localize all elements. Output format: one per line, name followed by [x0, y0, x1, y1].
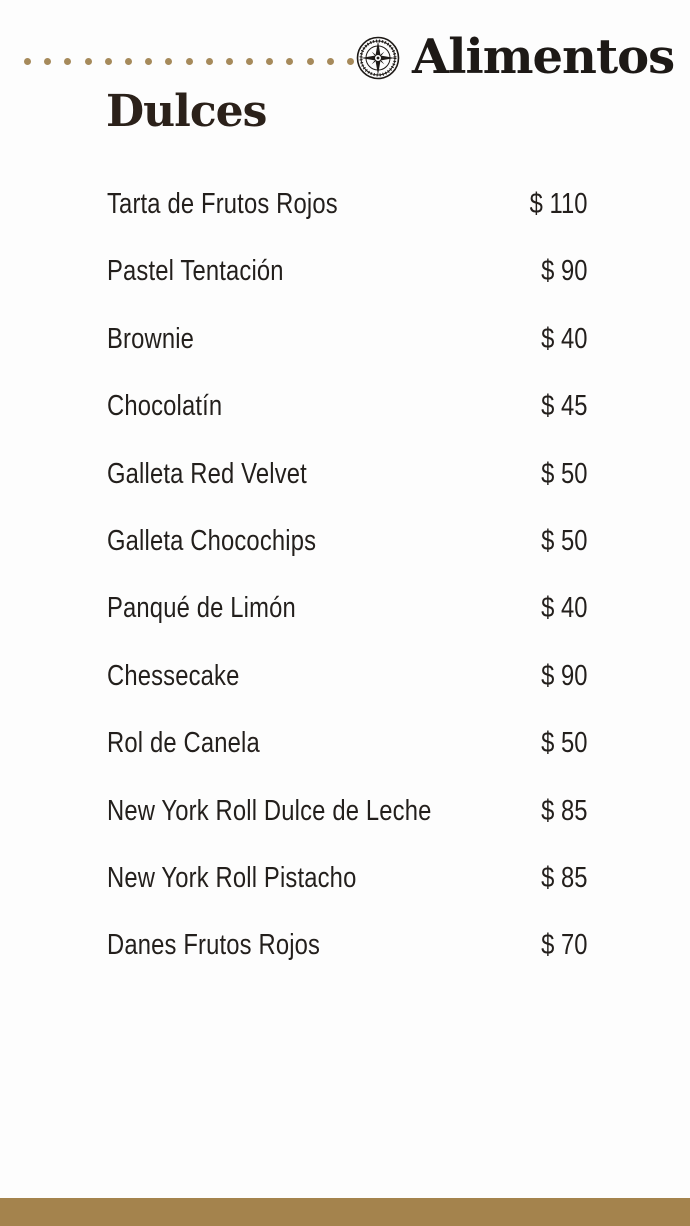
- menu-item: [107, 778, 587, 845]
- divider-dot: [307, 58, 314, 65]
- divider-dot: [64, 58, 71, 65]
- page-title: Alimentos: [412, 29, 675, 85]
- menu-item-price: $ 50: [540, 457, 587, 490]
- menu-item-name: Chessecake: [107, 659, 240, 692]
- menu-item: [107, 710, 587, 777]
- menu-item: [107, 575, 587, 642]
- divider-dot: [226, 58, 233, 65]
- menu-item-name: Panqué de Limón: [107, 592, 296, 625]
- menu-item-name: Chocolatín: [107, 390, 223, 423]
- divider-dot: [105, 58, 112, 65]
- menu-item-name: New York Roll Pistacho: [107, 861, 357, 894]
- menu-item: [107, 441, 587, 508]
- divider-dot: [145, 58, 152, 65]
- divider-dot: [186, 58, 193, 65]
- menu-item-name: Brownie: [107, 322, 195, 355]
- divider-dot: [44, 58, 51, 65]
- divider-dot: [327, 58, 334, 65]
- menu-item-price: $ 85: [540, 861, 587, 894]
- menu-item-price: $ 90: [540, 659, 587, 692]
- menu-item: [107, 845, 587, 912]
- menu-item-name: Pastel Tentación: [107, 255, 284, 288]
- divider-dot: [125, 58, 132, 65]
- menu-item-price: $ 50: [540, 727, 587, 760]
- menu-item-price: $ 40: [540, 592, 587, 625]
- menu-item-name: Danes Frutos Rojos: [107, 929, 321, 962]
- menu-item-name: Galleta Chocochips: [107, 524, 317, 557]
- menu-item-name: Galleta Red Velvet: [107, 457, 307, 490]
- divider-dot: [286, 58, 293, 65]
- menu-item-price: $ 85: [540, 794, 587, 827]
- divider-dot: [165, 58, 172, 65]
- menu-item: [107, 171, 587, 238]
- footer-band: [0, 1198, 690, 1226]
- dotted-divider: [24, 54, 354, 68]
- menu-item-price: $ 90: [540, 255, 587, 288]
- section-title: Dulces: [106, 86, 267, 137]
- menu-item-price: $ 110: [529, 188, 587, 220]
- menu-item: [107, 373, 587, 440]
- menu-item-price: $ 45: [540, 390, 587, 423]
- menu-item: [107, 508, 587, 575]
- menu-item-price: $ 70: [540, 929, 587, 962]
- menu-item: [107, 643, 587, 710]
- divider-dot: [246, 58, 253, 65]
- divider-dot: [24, 58, 31, 65]
- menu-item: [107, 238, 587, 305]
- menu-list: [107, 171, 587, 980]
- menu-item-name: Rol de Canela: [107, 727, 260, 760]
- menu-item-price: $ 40: [540, 322, 587, 355]
- divider-dot: [347, 58, 354, 65]
- menu-item: [107, 912, 587, 979]
- divider-dot: [206, 58, 213, 65]
- menu-item-name: Tarta de Frutos Rojos: [107, 188, 338, 220]
- menu-item: [107, 306, 587, 373]
- compass-rose-icon: [356, 36, 400, 80]
- divider-dot: [266, 58, 273, 65]
- divider-dot: [85, 58, 92, 65]
- menu-item-name: New York Roll Dulce de Leche: [107, 794, 432, 827]
- menu-item-price: $ 50: [540, 524, 587, 557]
